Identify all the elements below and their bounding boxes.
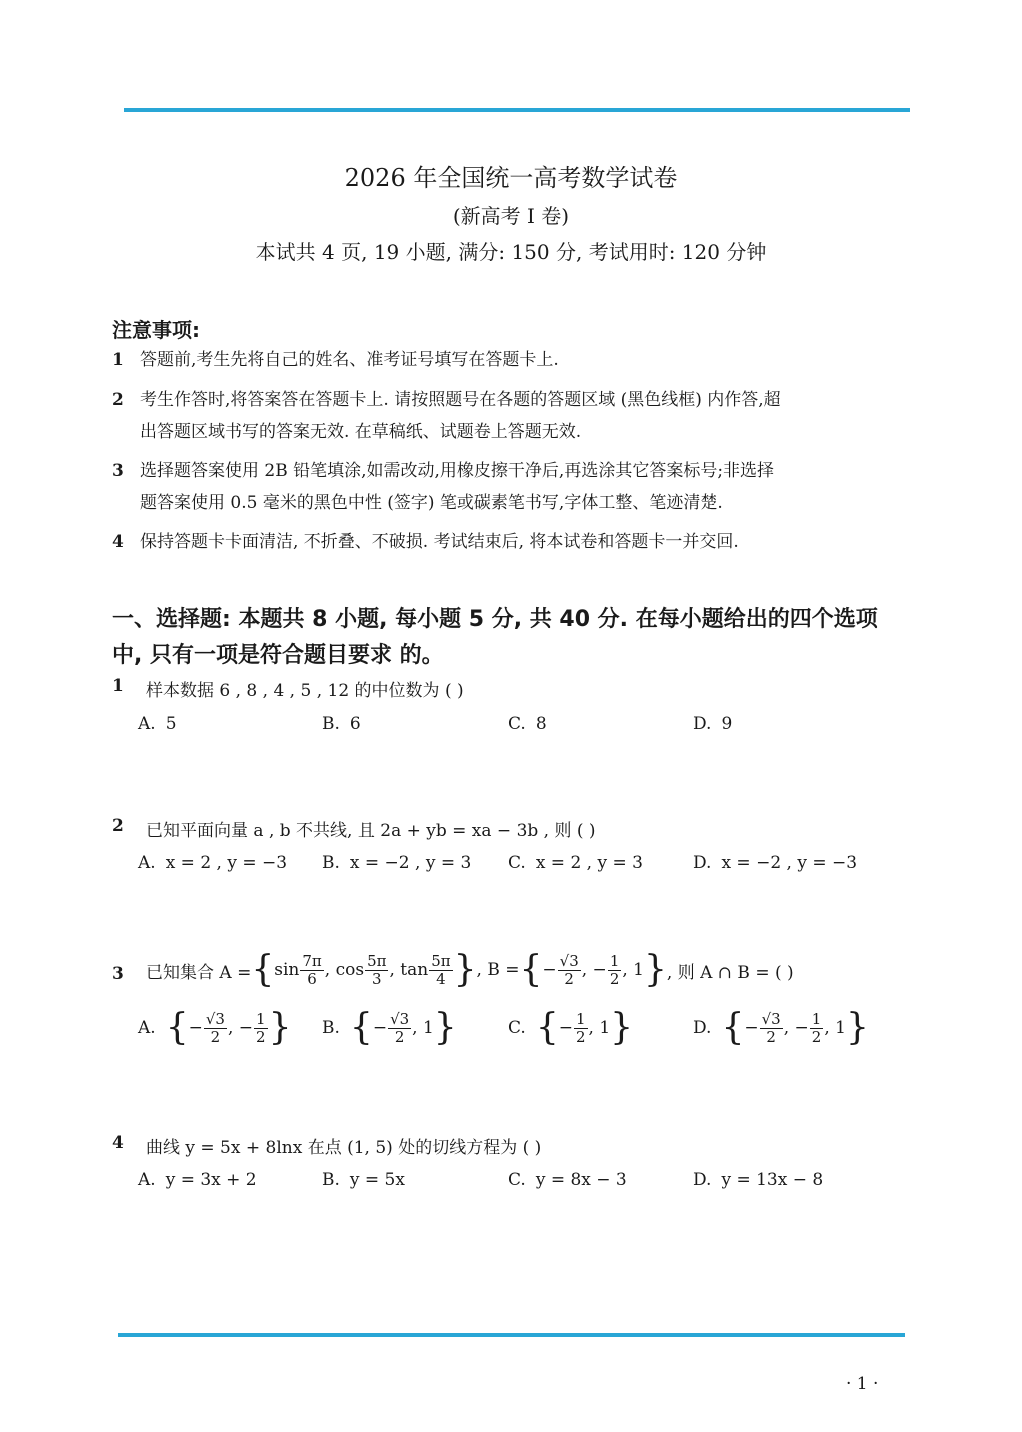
fraction xyxy=(760,1011,783,1046)
section-heading-line: 一、选择题: 本题共 8 小题, 每小题 5 分, 共 40 分. 在每小题给出的四个选项 xyxy=(112,607,878,632)
question-text-part: 已知集合 A = xyxy=(146,962,252,983)
option-c[interactable] xyxy=(508,1170,627,1190)
option-d[interactable] xyxy=(693,714,732,734)
notice-number: 4 xyxy=(112,532,124,552)
section-heading xyxy=(112,602,922,674)
denominator: 6 xyxy=(307,969,317,988)
denominator: 3 xyxy=(372,969,382,988)
left-brace: { xyxy=(721,1007,745,1048)
minus-sign: − xyxy=(558,1018,573,1038)
left-brace: { xyxy=(251,949,275,990)
option-label: D. xyxy=(693,1018,712,1038)
option-value: x = −2 , y = 3 xyxy=(349,853,472,873)
numerator: 1 xyxy=(575,1009,586,1028)
option-label: C. xyxy=(508,1018,526,1038)
option-label: B. xyxy=(322,714,340,734)
right-brace: } xyxy=(643,949,667,990)
tail-text: , 1 xyxy=(588,1018,611,1038)
fraction xyxy=(429,953,452,988)
option-value: 9 xyxy=(721,714,733,734)
option-c[interactable] xyxy=(508,714,547,734)
denominator: 2 xyxy=(575,1027,586,1046)
option-label: C. xyxy=(508,853,526,873)
numerator: 5π xyxy=(431,951,451,970)
right-brace: } xyxy=(268,1007,292,1048)
option-label: B. xyxy=(322,1018,340,1038)
notice-item xyxy=(112,526,912,558)
numerator: 1 xyxy=(256,1009,266,1028)
question-number: 3 xyxy=(112,964,124,984)
option-value: y = 13x − 8 xyxy=(721,1170,824,1190)
option-a[interactable] xyxy=(138,1170,257,1190)
separator: , − xyxy=(227,1018,254,1038)
notice-heading: 注意事项: xyxy=(112,318,200,342)
option-label: C. xyxy=(508,714,526,734)
top-rule xyxy=(124,108,910,112)
numerator: 5π xyxy=(367,951,387,970)
fraction xyxy=(204,1011,227,1046)
numerator: √3 xyxy=(761,1009,781,1028)
numerator: 1 xyxy=(609,951,620,970)
fraction xyxy=(300,953,323,988)
fraction xyxy=(254,1011,268,1046)
option-d[interactable] xyxy=(693,1007,869,1048)
option-b[interactable] xyxy=(322,1007,457,1048)
notice-text: 题答案使用 0.5 毫米的黑色中性 (签字) 笔或碳素笔书写,字体工整、笔迹清楚. xyxy=(140,493,723,513)
numerator: 7π xyxy=(302,951,322,970)
question-number: 2 xyxy=(112,816,124,836)
minus-sign: − xyxy=(372,1018,388,1038)
option-c[interactable] xyxy=(508,853,643,873)
option-value: x = −2 , y = −3 xyxy=(721,853,858,873)
left-brace: { xyxy=(535,1007,559,1048)
separator: , − xyxy=(581,960,607,980)
option-label: B. xyxy=(322,1170,340,1190)
right-brace: } xyxy=(845,1007,869,1048)
tan-text: , tan xyxy=(389,960,429,980)
numerator: √3 xyxy=(390,1009,410,1028)
denominator: 2 xyxy=(210,1027,221,1046)
numerator: 1 xyxy=(811,1009,822,1028)
tail-text: , 1 xyxy=(622,960,644,980)
option-b[interactable] xyxy=(322,1170,405,1190)
question-text-part: , B = xyxy=(476,960,520,980)
option-label: A. xyxy=(138,714,156,734)
option-label: D. xyxy=(693,853,712,873)
right-brace: } xyxy=(433,1007,457,1048)
notice-item xyxy=(112,344,912,376)
tail-text: , 1 xyxy=(824,1018,846,1038)
denominator: 4 xyxy=(436,969,446,988)
right-brace: } xyxy=(453,949,477,990)
notice-item xyxy=(112,455,912,519)
exam-subtitle: (新高考 I 卷) xyxy=(452,204,570,228)
question-number: 4 xyxy=(112,1133,124,1153)
option-a[interactable] xyxy=(138,853,287,873)
notice-text: 考生作答时,将答案答在答题卡上. 请按照题号在各题的答题区域 (黑色线框) 内作答,超 xyxy=(140,390,781,410)
option-value: 6 xyxy=(349,714,361,734)
numerator: √3 xyxy=(205,1009,225,1028)
minus-sign: − xyxy=(542,960,557,980)
option-label: A. xyxy=(138,853,156,873)
question-text xyxy=(146,949,794,990)
fraction xyxy=(388,1011,411,1046)
notice-text: 出答题区域书写的答案无效. 在草稿纸、试题卷上答题无效. xyxy=(140,422,582,442)
option-value: 5 xyxy=(165,714,177,734)
option-label: A. xyxy=(138,1018,156,1038)
option-b[interactable] xyxy=(322,714,361,734)
page-number: · 1 · xyxy=(846,1374,879,1394)
denominator: 2 xyxy=(766,1027,776,1046)
option-label: B. xyxy=(322,853,340,873)
section-heading-line: 中, 只有一项是符合题目要求 的。 xyxy=(112,643,444,668)
fraction xyxy=(574,1011,588,1046)
notice-text: 保持答题卡卡面清洁, 不折叠、不破损. 考试结束后, 将本试卷和答题卡一并交回. xyxy=(140,532,739,552)
bottom-rule xyxy=(118,1333,905,1337)
option-value: 8 xyxy=(535,714,547,734)
option-d[interactable] xyxy=(693,1170,823,1190)
option-label: D. xyxy=(693,1170,712,1190)
option-label: A. xyxy=(138,1170,156,1190)
right-brace: } xyxy=(610,1007,634,1048)
fraction xyxy=(608,953,622,988)
left-brace: { xyxy=(165,1007,189,1048)
notice-item xyxy=(112,384,912,448)
left-brace: { xyxy=(349,1007,373,1048)
option-a[interactable] xyxy=(138,1007,292,1048)
option-label: C. xyxy=(508,1170,526,1190)
notice-text: 选择题答案使用 2B 铅笔填涂,如需改动,用橡皮擦干净后,再选涂其它答案标号;非选择 xyxy=(140,461,775,481)
option-value: x = 2 , y = 3 xyxy=(535,853,643,873)
sin-text: sin xyxy=(274,960,300,980)
option-a[interactable] xyxy=(138,714,177,734)
question-text: 样本数据 6 , 8 , 4 , 5 , 12 的中位数为 ( ) xyxy=(146,681,464,701)
minus-sign: − xyxy=(744,1018,759,1038)
option-c[interactable] xyxy=(508,1007,634,1048)
fraction xyxy=(558,953,581,988)
option-label: D. xyxy=(693,714,712,734)
question-text-part: , 则 A ∩ B = ( ) xyxy=(666,962,794,983)
question-text: 曲线 y = 5x + 8lnx 在点 (1, 5) 处的切线方程为 ( ) xyxy=(146,1138,542,1158)
notice-number: 1 xyxy=(112,350,124,370)
notice-number: 2 xyxy=(112,390,124,410)
denominator: 2 xyxy=(256,1027,266,1046)
option-b[interactable] xyxy=(322,853,471,873)
fraction xyxy=(810,1011,824,1046)
left-brace: { xyxy=(519,949,543,990)
option-value: y = 3x + 2 xyxy=(165,1170,257,1190)
denominator: 2 xyxy=(394,1027,405,1046)
minus-sign: − xyxy=(188,1018,203,1038)
notice-text: 答题前,考生先将自己的姓名、准考证号填写在答题卡上. xyxy=(140,350,559,370)
option-value: x = 2 , y = −3 xyxy=(165,853,288,873)
option-value: y = 5x xyxy=(349,1170,405,1190)
separator: , − xyxy=(783,1018,809,1038)
option-value: y = 8x − 3 xyxy=(535,1170,627,1190)
denominator: 2 xyxy=(564,969,574,988)
fraction xyxy=(365,953,388,988)
cos-text: , cos xyxy=(324,960,365,980)
tail-text: , 1 xyxy=(412,1018,434,1038)
denominator: 2 xyxy=(609,969,620,988)
exam-title: 2026 年全国统一高考数学试卷 xyxy=(344,164,678,192)
numerator: √3 xyxy=(559,951,579,970)
question-text: 已知平面向量 a , b 不共线, 且 2a + yb = xa − 3b , 则 ( ) xyxy=(146,821,596,841)
exam-info: 本试共 4 页, 19 小题, 满分: 150 分, 考试用时: 120 分钟 xyxy=(255,240,767,264)
denominator: 2 xyxy=(811,1027,822,1046)
notice-number: 3 xyxy=(112,461,124,481)
question-number: 1 xyxy=(112,676,124,696)
option-d[interactable] xyxy=(693,853,857,873)
